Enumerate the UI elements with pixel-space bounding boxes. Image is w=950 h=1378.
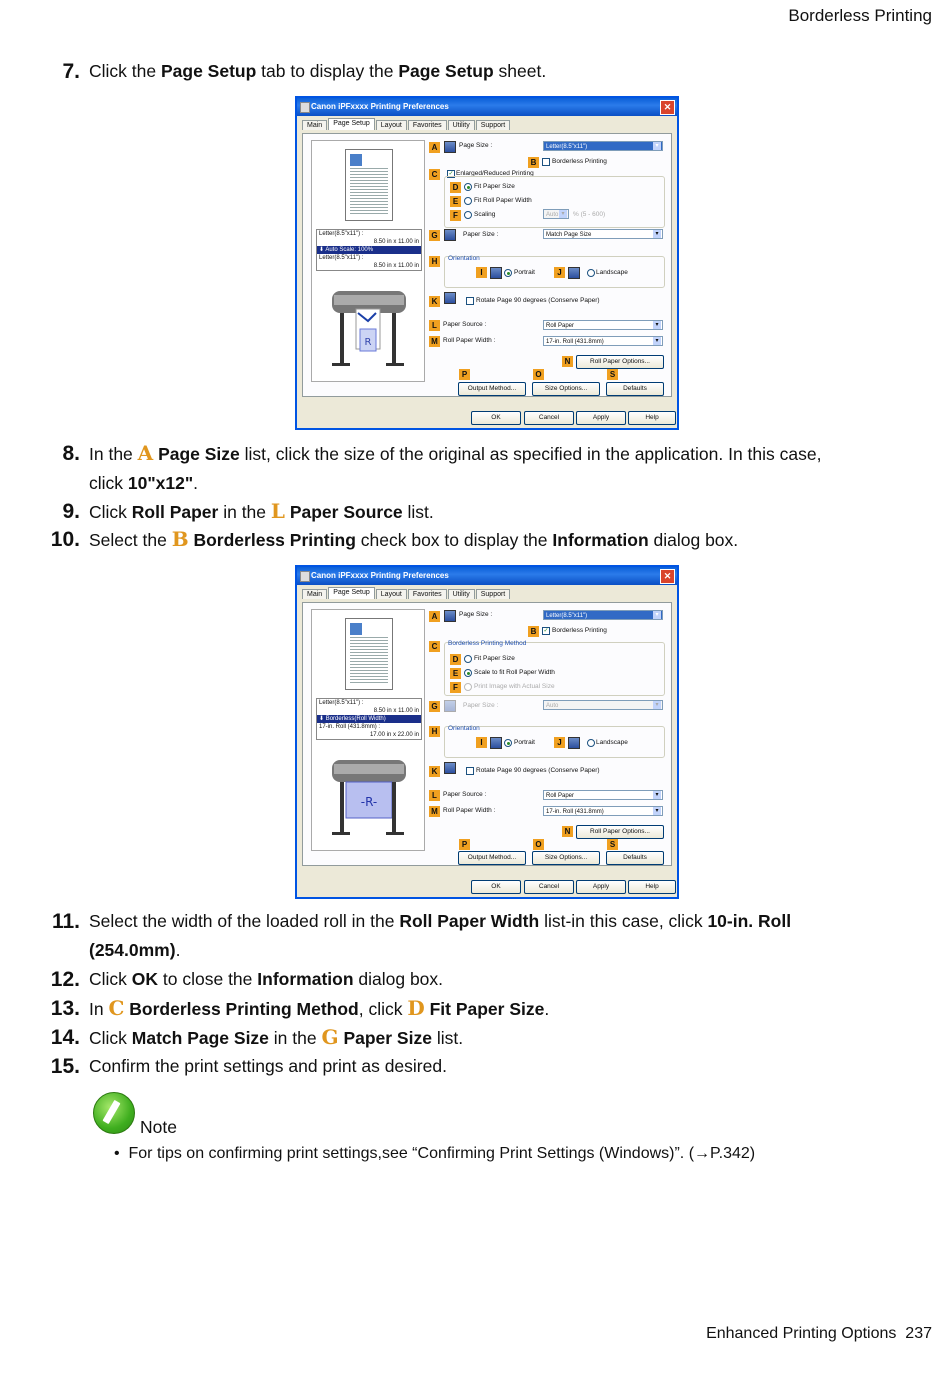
roll-width-select[interactable]: 17-in. Roll (431.8mm) ▾ [543,806,663,816]
svg-text:-R-: -R- [360,795,378,809]
label-c: C [429,169,440,180]
step-number: 11. [51,910,80,933]
step-text: Select the B Borderless Printing check box to display the Information dialog box. [89,527,739,551]
cancel-button[interactable]: Cancel [524,411,574,425]
scaling-label: Scaling [474,211,496,218]
tab-layout[interactable]: Layout [376,589,407,599]
page-setup-panel [302,602,672,866]
tab-support[interactable]: Support [476,120,511,130]
printer-illustration [328,752,410,844]
portrait-radio[interactable] [504,739,512,747]
paper-size-icon [444,700,456,712]
roll-width-select[interactable]: 17-in. Roll (431.8mm) ▾ [543,336,663,346]
rotate-icon [444,292,456,304]
step-number: 7. [62,60,80,83]
tab-main[interactable]: Main [302,589,327,599]
tab-favorites[interactable]: Favorites [408,589,447,599]
paper-source-label: Paper Source : [443,321,487,328]
paper-source-label: Paper Source : [443,791,487,798]
label-j: J [554,267,565,278]
close-button[interactable]: ✕ [660,100,675,115]
label-m: M [429,336,440,347]
page-size-icon [444,141,456,153]
portrait-label: Portrait [514,269,535,276]
tab-bar [302,589,511,599]
ok-button[interactable]: OK [471,411,521,425]
label-a: A [429,611,440,622]
scale-roll-radio[interactable] [464,669,472,677]
svg-text:R: R [364,337,372,348]
landscape-label: Landscape [596,269,628,276]
label-o: O [533,369,544,380]
label-c: C [429,641,440,652]
label-i: I [476,737,487,748]
step-text: Confirm the print settings and print as desired. [89,1056,447,1076]
step-number: 10. [50,528,80,551]
step-number: 15. [50,1055,80,1078]
size-info: Letter(8.5"x11") : 8.50 in x 11.00 in ⬇ Borderless(Roll Width) 17-in. Roll (431.8mm) : 17.00 in x 22.00 in [316,698,422,740]
portrait-radio[interactable] [504,269,512,277]
portrait-icon [490,267,502,279]
page-preview [345,149,393,221]
fit-paper-label: Fit Paper Size [474,655,515,662]
step-number: 8. [62,442,80,465]
label-l: L [429,790,440,801]
running-header: Borderless Printing [788,6,932,25]
label-b: B [528,157,539,168]
label-s: S [607,369,618,380]
paper-size-label: Paper Size : [463,231,499,238]
preview-area [311,609,425,851]
label-d: D [450,654,461,665]
tab-utility[interactable]: Utility [448,120,475,130]
note-pencil-icon [93,1092,135,1134]
defaults-button[interactable]: Defaults [606,382,664,396]
dialog-title-bar: Canon iPFxxxx Printing Preferences ✕ [297,98,677,116]
note-bullet: • For tips on confirming print settings,see “Confirming Print Settings (Windows)”. (→P.342) [114,1145,756,1162]
ok-button[interactable]: OK [471,880,521,894]
tab-layout[interactable]: Layout [376,120,407,130]
page-preview [345,618,393,690]
paper-size-select[interactable]: Match Page Size ▾ [543,229,663,239]
landscape-icon [568,737,580,749]
scaling-radio[interactable] [464,211,472,219]
step-text: Select the width of the loaded roll in the Roll Paper Width list-in this case, click 10-in. Roll (254.0mm). [89,911,792,960]
label-d: D [450,182,461,193]
size-options-button[interactable]: Size Options... [532,851,600,865]
page-size-select[interactable]: Letter(8.5"x11") ▾ [543,610,663,620]
rotate-label: Rotate Page 90 degrees (Conserve Paper) [476,297,600,304]
label-h: H [429,256,440,267]
roll-width-label: Roll Paper Width : [443,337,496,344]
page-size-label: Page Size : [459,142,493,149]
note-title: Note [140,1117,177,1137]
paper-source-select[interactable]: Roll Paper ▾ [543,790,663,800]
label-e: E [450,196,461,207]
printer-illustration [328,283,410,375]
preview-area [311,140,425,382]
enlarged-label: Enlarged/Reduced Printing [456,170,534,177]
label-f: F [450,210,461,221]
dialog-title-bar: Canon iPFxxxx Printing Preferences ✕ [297,567,677,585]
label-b: B [528,626,539,637]
orientation-title: Orientation [448,725,480,732]
enlarged-checkbox[interactable]: ✓ [448,171,454,177]
step-text: In C Borderless Printing Method, click D Fit Paper Size. [89,996,550,1020]
label-m: M [429,806,440,817]
rotate-icon [444,762,456,774]
landscape-icon [568,267,580,279]
size-info: Letter(8.5"x11") : 8.50 in x 11.00 in ⬇ Auto Scale: 100% Letter(8.5"x11") : 8.50 in x 11.00 in [316,229,422,271]
paper-size-select[interactable]: Auto ▾ [543,700,663,710]
step-text: Click OK to close the Information dialog box. [89,969,444,989]
borderless-label: Borderless Printing [552,627,607,634]
label-n: N [562,826,573,837]
label-l: L [429,320,440,331]
help-button[interactable]: Help [628,880,676,894]
label-i: I [476,267,487,278]
label-g: G [429,701,440,712]
step-text: Click Roll Paper in the L Paper Source list. [89,499,434,523]
landscape-radio[interactable] [587,739,595,747]
step-text: Click the Page Setup tab to display the Page Setup sheet. [89,61,547,81]
landscape-label: Landscape [596,739,628,746]
label-g: G [429,230,440,241]
tab-utility[interactable]: Utility [448,589,475,599]
tab-page-setup[interactable]: Page Setup [328,587,375,599]
borderless-method-title: Borderless Printing Method [448,640,527,647]
label-e: E [450,668,461,679]
step-text: Click Match Page Size in the G Paper Size list. [89,1025,464,1049]
label-p: P [459,369,470,380]
orientation-title: Orientation [448,255,480,262]
label-a: A [429,142,440,153]
page-number: 237 [905,1325,932,1342]
portrait-icon [490,737,502,749]
running-footer: Enhanced Printing Options 237 [706,1325,932,1342]
label-f: F [450,682,461,693]
output-method-button[interactable]: Output Method... [458,382,526,396]
note-text: For tips on confirming print settings,see “Confirming Print Settings (Windows)”. (→P.342) [128,1145,756,1162]
scale-roll-label: Scale to fit Roll Paper Width [474,669,555,676]
label-o: O [533,839,544,850]
step-number: 13. [50,997,80,1020]
roll-options-button[interactable]: Roll Paper Options... [576,355,664,369]
roll-options-button[interactable]: Roll Paper Options... [576,825,664,839]
apply-button[interactable]: Apply [576,880,626,894]
fit-paper-radio[interactable] [464,183,472,191]
label-k: K [429,766,440,777]
printer-icon [300,102,310,113]
label-k: K [429,296,440,307]
paper-source-select[interactable]: Roll Paper ▾ [543,320,663,330]
apply-button[interactable]: Apply [576,411,626,425]
rotate-checkbox[interactable] [466,297,474,305]
borderless-checkbox[interactable]: ✓ [543,628,549,634]
step-number: 12. [50,968,80,991]
fit-roll-label: Fit Roll Paper Width [474,197,532,204]
close-button[interactable]: ✕ [660,569,675,584]
cancel-button[interactable]: Cancel [524,880,574,894]
borderless-label: Borderless Printing [552,158,607,165]
paper-size-icon [444,229,456,241]
label-s: S [607,839,618,850]
page-size-select[interactable]: Letter(8.5"x11") ▾ [543,141,663,151]
fit-roll-radio[interactable] [464,197,472,205]
step-number: 9. [62,500,80,523]
portrait-label: Portrait [514,739,535,746]
printer-icon [300,571,310,582]
label-h: H [429,726,440,737]
defaults-button[interactable]: Defaults [606,851,664,865]
printing-preferences-dialog-1 [295,96,679,430]
tab-favorites[interactable]: Favorites [408,120,447,130]
step-number: 14. [50,1026,80,1049]
landscape-radio[interactable] [587,269,595,277]
page-setup-panel [302,133,672,397]
label-n: N [562,356,573,367]
page-size-icon [444,610,456,622]
label-j: J [554,737,565,748]
roll-width-label: Roll Paper Width : [443,807,496,814]
actual-size-label: Print Image with Actual Size [474,683,555,690]
label-p: P [459,839,470,850]
tab-support[interactable]: Support [476,589,511,599]
step-text: In the A Page Size list, click the size of the original as specified in the application. In this case, click 10"x12". [89,441,822,493]
page-size-label: Page Size : [459,611,493,618]
help-button[interactable]: Help [628,411,676,425]
scale-range: % (5 - 600) [573,211,606,218]
size-options-button[interactable]: Size Options... [532,382,600,396]
paper-size-label: Paper Size : [463,702,499,709]
tab-main[interactable]: Main [302,120,327,130]
rotate-checkbox[interactable] [466,767,474,775]
rotate-label: Rotate Page 90 degrees (Conserve Paper) [476,767,600,774]
fit-paper-radio[interactable] [464,655,472,663]
borderless-checkbox[interactable] [542,158,550,166]
fit-paper-label: Fit Paper Size [474,183,515,190]
tab-bar [302,120,511,130]
output-method-button[interactable]: Output Method... [458,851,526,865]
scaling-input[interactable]: Auto ▾ [543,209,569,219]
tab-page-setup[interactable]: Page Setup [328,118,375,130]
printing-preferences-dialog-2 [295,565,679,899]
actual-size-radio[interactable] [464,683,472,691]
